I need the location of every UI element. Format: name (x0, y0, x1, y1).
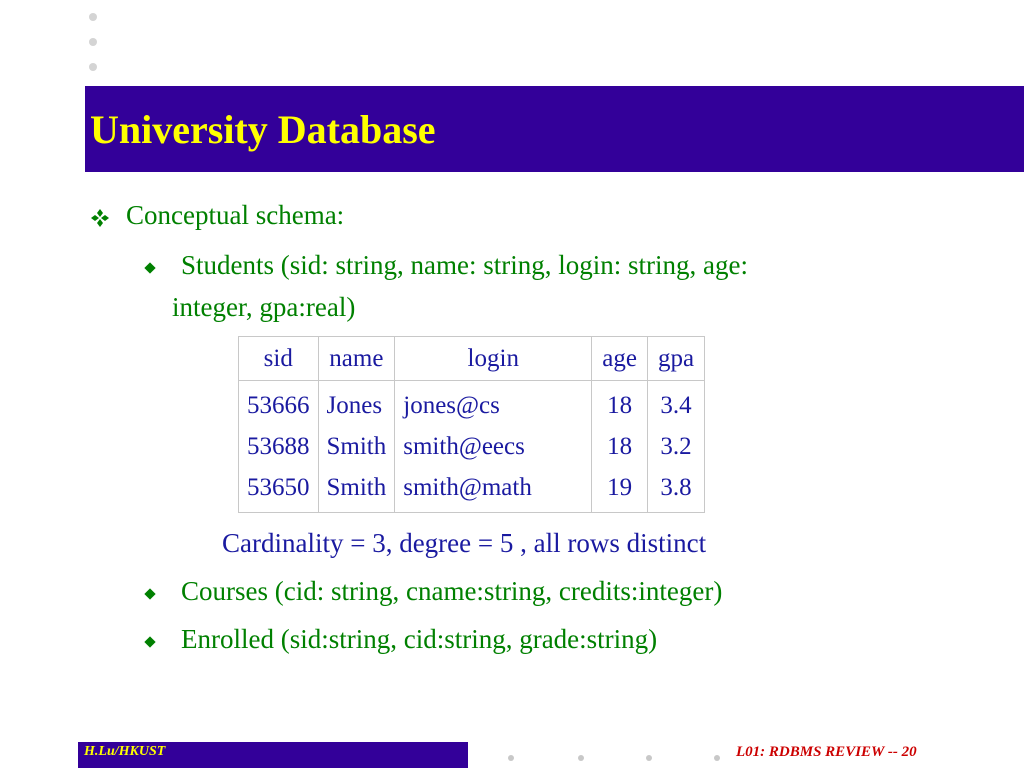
table-cell: 53666 (239, 381, 319, 427)
decor-dot (508, 755, 514, 761)
diamond-icon (144, 636, 155, 647)
students-table (238, 336, 705, 513)
cardinality-note: Cardinality = 3, degree = 5 , all rows distinct (222, 528, 707, 558)
table-cell: 3.8 (647, 467, 704, 513)
table-header-row (239, 337, 705, 381)
decor-dot (578, 755, 584, 761)
footer-author: H.Lu/HKUST (84, 744, 166, 759)
four-diamond-icon (90, 208, 110, 228)
table-cell: 53650 (239, 467, 319, 513)
table-cell: 18 (592, 426, 648, 467)
students-continuation: integer, gpa:real) (172, 292, 356, 322)
table-row (239, 467, 705, 513)
bullet-text: Students (sid: string, name: string, login: string, age: (181, 250, 748, 280)
decor-dot (89, 63, 97, 71)
column-header: sid (239, 337, 319, 381)
table-cell: Jones (318, 381, 395, 427)
table-cell: 3.4 (647, 381, 704, 427)
table-cell: smith@math (395, 467, 592, 513)
column-header: login (395, 337, 592, 381)
decor-dot (714, 755, 720, 761)
diamond-icon (144, 588, 155, 599)
table-cell: jones@cs (395, 381, 592, 427)
footer-slide-number: L01: RDBMS REVIEW -- 20 (736, 744, 917, 760)
title-band (85, 86, 1024, 172)
diamond-icon (144, 262, 155, 273)
table-cell: 3.2 (647, 426, 704, 467)
table-cell: smith@eecs (395, 426, 592, 467)
decor-dot (89, 13, 97, 21)
table-cell: Smith (318, 426, 395, 467)
footer-band (78, 742, 468, 768)
decor-dot (646, 755, 652, 761)
bullet-text: Courses (cid: string, cname:string, credits:integer) (181, 576, 723, 606)
table-cell: Smith (318, 467, 395, 513)
column-header: name (318, 337, 395, 381)
bullet-text: Conceptual schema: (126, 200, 345, 230)
table-cell: 18 (592, 381, 648, 427)
table-row (239, 381, 705, 427)
column-header: age (592, 337, 648, 381)
slide-title: University Database (90, 107, 436, 152)
decor-dot (89, 38, 97, 46)
bullet-text: Enrolled (sid:string, cid:string, grade:string) (181, 624, 658, 654)
table-cell: 19 (592, 467, 648, 513)
table-cell: 53688 (239, 426, 319, 467)
column-header: gpa (647, 337, 704, 381)
table-row (239, 426, 705, 467)
